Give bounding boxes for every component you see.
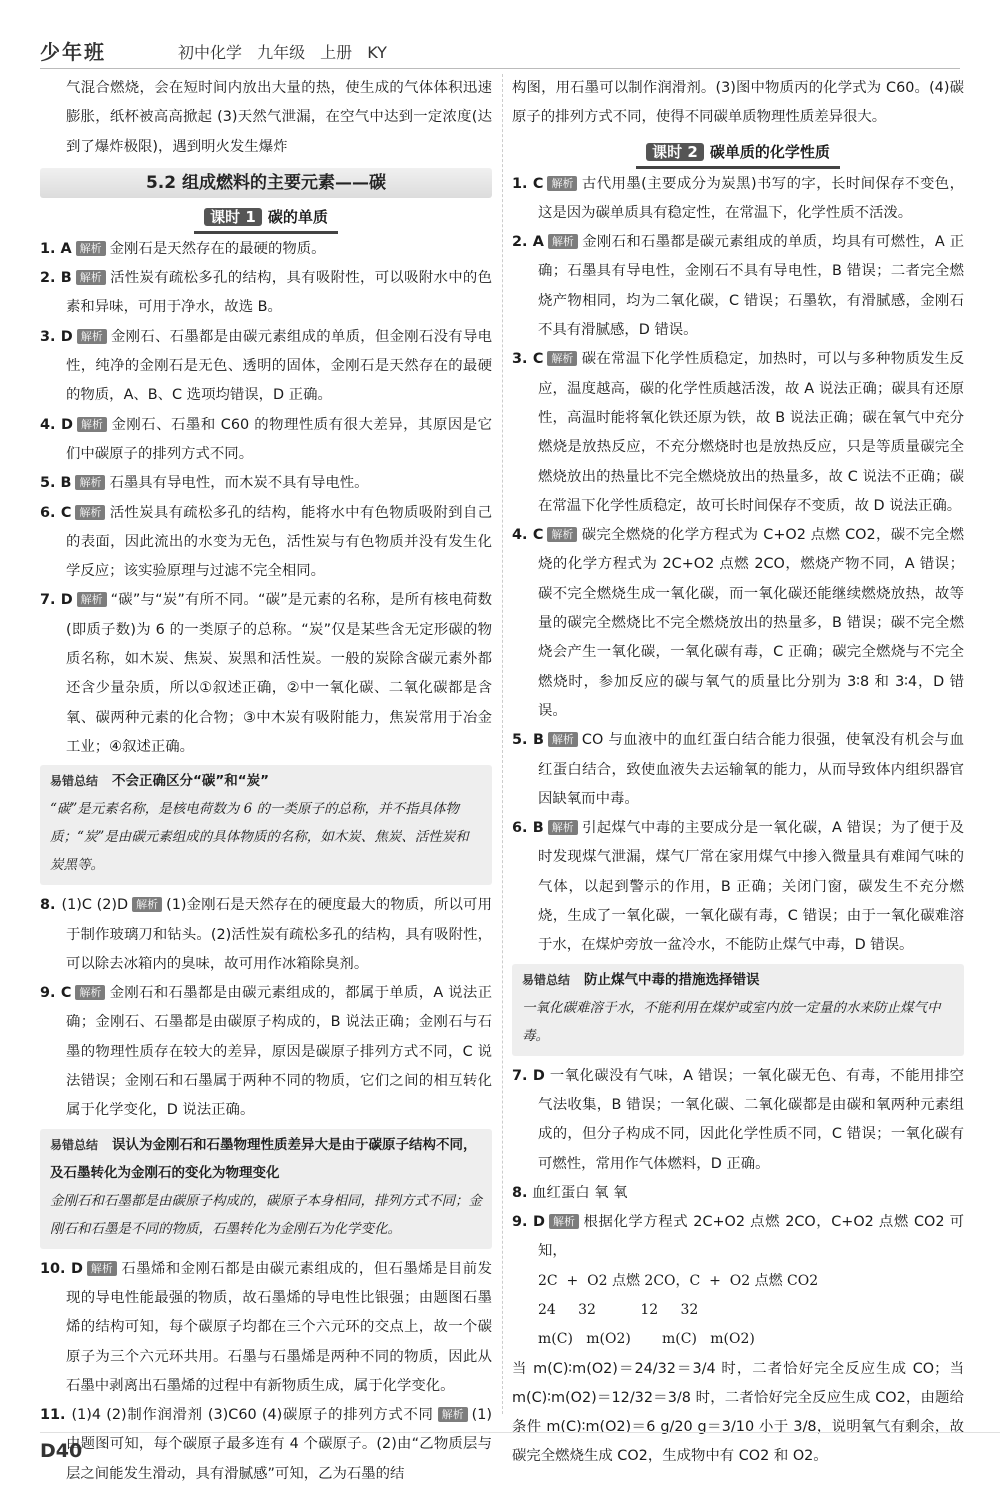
error-summary-box-3 <box>512 964 964 1056</box>
question-number: 7. D <box>40 592 73 609</box>
left-column <box>40 74 492 1489</box>
lesson-1-name: 碳的单质 <box>267 207 328 226</box>
answer-text: 石墨烯和金刚石都是由碳元素组成的，但石墨烯是目前发现的导电性能最强的物质，故石墨烯的导电性比银强；由题图石墨烯的结构可知，每个碳原子均都在三个六元环的交点上，故一个碳原子为三个六元环共用。石墨与石墨烯是两种不同的物质，因此从石墨中剥离出石墨烯的过程中有新物质生成，属于化学变化。 <box>66 1260 492 1394</box>
question-number: 1. A <box>40 240 72 257</box>
question-number: 7. D <box>512 1067 545 1084</box>
analysis-tag: 解析 <box>548 732 578 747</box>
box-label: 易错总结 <box>50 774 99 789</box>
analysis-tag: 解析 <box>547 527 577 542</box>
analysis-tag: 解析 <box>75 475 105 490</box>
question-number: 2. B <box>40 270 72 287</box>
equation-line-2: 24 32 12 32 <box>538 1301 699 1318</box>
answer-item <box>512 1208 964 1267</box>
page-number: D40 <box>40 1440 83 1462</box>
answer-value: (1)4 (2)制作润滑剂 (3)C60 (4)碳原子的排列方式不同 <box>71 1407 434 1424</box>
answer-text: 活性炭有疏松多孔的结构，具有吸附性，可以吸附水中的色素和异味，可用于净水，故选 B。 <box>66 270 492 316</box>
box-body: 金刚石和石墨都是由碳原子构成的，碳原子本身相同，排列方式不同；金刚石和石墨是不同的物质，石墨转化为金刚石为化学变化。 <box>50 1192 482 1237</box>
answer-item <box>40 469 492 498</box>
answer-item <box>512 1062 964 1179</box>
answer-item <box>512 228 964 345</box>
answer-item <box>512 345 964 521</box>
answer-text: 石墨具有导电性，而木炭不具有导电性。 <box>109 475 369 492</box>
answer-text: 根据化学方程式 2C+O2 点燃 2CO，C+O2 点燃 CO2 可知， <box>538 1214 965 1260</box>
box-title: 误认为金刚石和石墨物理性质差异大是由于碳原子结构不同，及石墨转化为金刚石的变化为物理变化 <box>50 1136 477 1181</box>
box-title: 不会正确区分“碳”和“炭” <box>112 773 270 790</box>
left-answer-list <box>40 235 492 762</box>
answer-item <box>512 726 964 814</box>
footer-rule <box>40 1432 1000 1433</box>
analysis-tag: 解析 <box>548 234 578 249</box>
answer-text: 引起煤气中毒的主要成分是一氧化碳，A 错误；为了便于及时发现煤气泄漏，煤气厂常在家用煤气中掺入微量具有难闻气味的气体，以起到警示的作用，B 正确；关闭门窗，碳发生不充分燃烧，生成了一氧化碳，一氧化碳有毒，C 错误；由于一氧化碳难溶于水，在煤炉旁放一盆冷水，不能防止煤气中毒，D 错误。 <box>538 820 965 954</box>
answer-text: 碳在常温下化学性质稳定，加热时，可以与多种物质发生反应，温度越高，碳的化学性质越活泼，故 A 说法正确；碳具有还原性，高温时能将氧化铁还原为铁，故 B 说法正确；碳在氧气中充分燃烧是放热反应，不充分燃烧时也是放热反应，只是等质量碳完全燃烧放出的热量比不完全燃烧放出的热量多，故 C 说法不正确；碳在常温下化学性质稳定，故可长时间保存不变质，故 D 说法正确。 <box>538 351 964 514</box>
question-number: 4. C <box>512 527 544 544</box>
left-answer-list-3 <box>40 1255 492 1489</box>
left-intro: 气混合燃烧，会在短时间内放出大量的热，使生成的气体体积迅速膨胀，纸杯被高高掀起 (3)天然气泄漏，在空气中达到一定浓度(达到了爆炸极限)，遇到明火发生爆炸 <box>66 80 492 155</box>
box-body: “碳”是元素名称，是核电荷数为 6 的一类原子的总称，并不指具体物质；“炭”是由碳元素组成的具体物质的名称，如木炭、焦炭、活性炭和炭黑等。 <box>50 801 469 874</box>
right-tail: 当 m(C)∶m(O2)＝24/32＝3/4 时，二者恰好完全反应生成 CO；当 m(C)∶m(O2)＝12/32＝3/8 时，二者恰好完全反应生成 CO2，由题给条件 m(C)∶m(O2)＝6 g/20 g＝3/10 小于 3/8，说明氧气有剩余，故碳完全燃烧生成 CO2，生成物中有 CO2 和 O2。 <box>512 1360 964 1465</box>
analysis-tag: 解析 <box>77 329 107 344</box>
lesson-2-name: 碳单质的化学性质 <box>709 142 830 161</box>
analysis-tag: 解析 <box>548 820 578 835</box>
question-number: 1. C <box>512 175 544 192</box>
answer-item <box>512 1179 964 1208</box>
question-number: 11. <box>40 1407 66 1424</box>
right-answer-list <box>512 170 964 961</box>
question-number: 5. B <box>40 475 72 492</box>
lesson-1-badge: 课时 1 <box>204 208 262 226</box>
analysis-tag: 解析 <box>549 1214 579 1229</box>
question-number: 2. A <box>512 234 544 251</box>
answer-text: 碳完全燃烧的化学方程式为 C+O2 点燃 CO2，碳不完全燃烧的化学方程式为 2C+O2 点燃 2CO，燃烧产物不同，A 错误；碳不完全燃烧生成一氧化碳，而一氧化碳还能继续燃烧放热，故等量的碳完全燃烧比不完全燃烧放出的热量多，B 错误；碳不完全燃烧会产生一氧化碳，一氧化碳有毒，C 正确；碳完全燃烧与不完全燃烧时，参加反应的碳与氧气的质量比分别为 3∶8 和 3∶4，D 错误。 <box>538 527 964 719</box>
answer-item <box>40 411 492 470</box>
left-answer-list-2 <box>40 891 492 1125</box>
answer-item <box>40 1401 492 1489</box>
analysis-tag: 解析 <box>547 176 577 191</box>
answer-item <box>40 235 492 264</box>
answer-item <box>512 814 964 960</box>
answer-text: (1)由题图可知，每个碳原子最多连有 4 个碳原子。(2)由“乙物质层与层之间能发生滑动，具有滑腻感”可知，乙为石墨的结 <box>66 1407 492 1482</box>
analysis-tag: 解析 <box>438 1407 468 1422</box>
question-number: 5. B <box>512 732 544 749</box>
answer-item <box>40 891 492 979</box>
answer-item <box>40 586 492 762</box>
question-number: 8. <box>40 897 56 914</box>
answer-item <box>40 264 492 323</box>
analysis-tag: 解析 <box>77 417 107 432</box>
question-number: 10. D <box>40 1260 83 1277</box>
header-rule <box>40 68 960 69</box>
answer-item <box>512 521 964 726</box>
answer-text: 金刚石是天然存在的最硬的物质。 <box>109 240 326 257</box>
question-number: 3. D <box>40 328 73 345</box>
answer-item <box>40 323 492 411</box>
equation-line-3: m(C) m(O2) m(C) m(O2) <box>538 1331 755 1348</box>
lesson-2-title <box>512 139 964 167</box>
analysis-tag: 解析 <box>75 505 105 520</box>
box-label: 易错总结 <box>522 972 571 987</box>
question-number: 6. C <box>40 504 72 521</box>
right-intro: 构图，用石墨可以制作润滑剂。(3)图中物质丙的化学式为 C60。(4)碳原子的排列方式不同，使得不同碳单质物理性质差异很大。 <box>512 80 964 126</box>
lesson-2-badge: 课时 2 <box>646 143 704 161</box>
answer-text: “碳”与“炭”有所不同。“碳”是元素的名称，是所有核电荷数(即质子数)为 6 的一类原子的总称。“炭”仅是某些含无定形碳的物质名称，如木炭、焦炭、炭黑和活性炭。一般的炭除含碳元素外都还含少量杂质，所以①叙述正确，②中一氧化碳、二氧化碳都是含氧、碳两种元素的化合物；③中木炭有吸附能力，焦炭常用于冶金工业；④叙述正确。 <box>66 592 493 755</box>
section-title: 5.2 组成燃料的主要元素——碳 <box>40 168 492 198</box>
page-header <box>0 0 1000 72</box>
equation-line-1: 2C + O2 点燃 2CO，C + O2 点燃 CO2 <box>538 1272 819 1289</box>
question-number: 4. D <box>40 416 73 433</box>
brand-logo: 少年班 <box>40 40 106 64</box>
box-body: 一氧化碳难溶于水，不能利用在煤炉或室内放一定量的水来防止煤气中毒。 <box>522 999 941 1044</box>
analysis-tag: 解析 <box>76 241 106 256</box>
answer-text: 金刚石、石墨和 C60 的物理性质有很大差异，其原因是它们中碳原子的排列方式不同。 <box>66 416 493 462</box>
answer-item <box>40 1255 492 1401</box>
answer-value: (1)C (2)D <box>61 897 129 914</box>
box-label: 易错总结 <box>50 1137 99 1152</box>
analysis-tag: 解析 <box>76 270 106 285</box>
answer-text: 古代用墨(主要成分为炭黑)书写的字，长时间保存不变色，这是因为碳单质具有稳定性，在常温下，化学性质不活泼。 <box>538 175 964 221</box>
analysis-tag: 解析 <box>87 1261 117 1276</box>
question-number: 8. <box>512 1184 528 1201</box>
analysis-tag: 解析 <box>75 985 105 1000</box>
right-column <box>512 74 964 1472</box>
right-answer-list-2 <box>512 1062 964 1267</box>
answer-text: 金刚石、石墨都是由碳元素组成的单质，但金刚石没有导电性，纯净的金刚石是无色、透明的固体，金刚石是天然存在的最硬的物质，A、B、C 选项均错误，D 正确。 <box>66 328 492 404</box>
answer-text: 活性炭具有疏松多孔的结构，能将水中有色物质吸附到自己的表面，因此流出的水变为无色，活性炭与有色物质并没有发生化学反应；该实验原理与过滤不完全相同。 <box>66 504 492 580</box>
book-meta: 初中化学 九年级 上册 KY <box>178 43 387 62</box>
question-number: 3. C <box>512 351 544 368</box>
answer-text: 血红蛋白 氧 氧 <box>532 1184 628 1201</box>
lesson-1-title <box>40 204 492 232</box>
box-title: 防止煤气中毒的措施选择错误 <box>584 971 760 988</box>
answer-item <box>40 499 492 587</box>
answer-text: 金刚石和石墨都是碳元素组成的单质，均具有可燃性，A 正确；石墨具有导电性，金刚石不具有导电性，B 错误；二者完全燃烧产物相同，均为二氧化碳，C 错误；石墨软，有滑腻感，金刚石不具有滑腻感，D 错误。 <box>538 234 964 339</box>
answer-text: CO 与血液中的血红蛋白结合能力很强，使氧没有机会与血红蛋白结合，致使血液失去运输氧的能力，从而导致体内组织器官因缺氧而中毒。 <box>538 732 965 807</box>
answer-text: (1)金刚石是天然存在的硬度最大的物质，所以可用于制作玻璃刀和钻头。(2)活性炭有疏松多孔的结构，具有吸附性，可以除去冰箱内的臭味，故可用作冰箱除臭剂。 <box>66 897 492 972</box>
answer-text: 金刚石和石墨都是由碳元素组成的，都属于单质，A 说法正确；金刚石、石墨都是由碳原子构成的，B 说法正确；金刚石与石墨的物理性质存在较大的差异，原因是碳原子排列方式不同，C 说法错误；金刚石和石墨属于两种不同的物质，它们之间的相互转化属于化学变化，D 说法正确。 <box>66 985 492 1119</box>
analysis-tag: 解析 <box>132 897 162 912</box>
error-summary-box-1 <box>40 765 492 885</box>
answer-text: 一氧化碳没有气味，A 错误；一氧化碳无色、有毒，不能用排空气法收集，B 错误；一氧化碳、二氧化碳都是由碳和氧两种元素组成的，但分子构成不同，因此化学性质不同，C 错误；一氧化碳有可燃性，常用作气体燃料，D 正确。 <box>538 1067 965 1172</box>
column-divider <box>502 74 503 1414</box>
question-number: 6. B <box>512 820 544 837</box>
answer-item <box>512 170 964 229</box>
error-summary-box-2 <box>40 1129 492 1249</box>
question-number: 9. C <box>40 985 72 1002</box>
answer-item <box>40 979 492 1125</box>
analysis-tag: 解析 <box>547 351 577 366</box>
analysis-tag: 解析 <box>77 592 107 607</box>
question-number: 9. D <box>512 1214 545 1231</box>
